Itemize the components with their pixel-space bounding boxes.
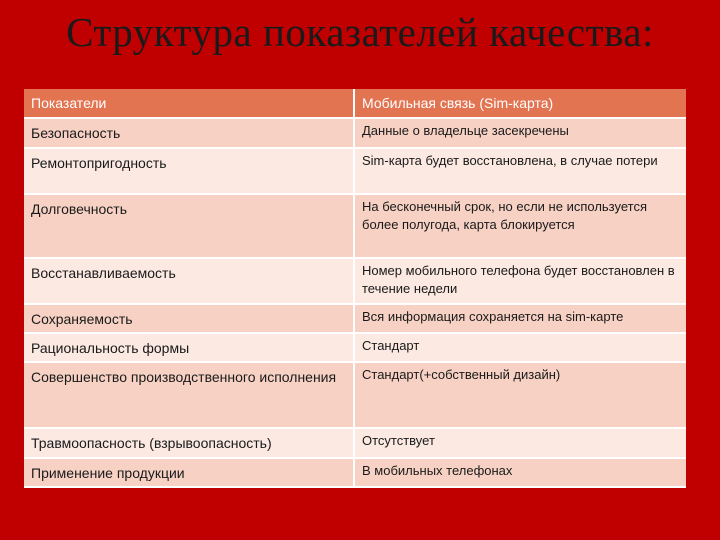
value-cell: На бесконечный срок, но если не используется более полугода, карта блокируется (354, 194, 686, 258)
table-row (24, 304, 686, 333)
value-cell: Отсутствует (354, 428, 686, 458)
indicator-cell: Долговечность (24, 194, 354, 258)
table-row (24, 118, 686, 148)
table-header-row (24, 89, 686, 118)
header-indicators: Показатели (24, 89, 354, 118)
indicator-cell: Рациональность формы (24, 333, 354, 362)
header-mobile-sim: Мобильная связь (Sim-карта) (354, 89, 686, 118)
value-cell: Данные о владельце засекречены (354, 118, 686, 148)
indicator-cell: Восстанавливаемость (24, 258, 354, 304)
indicator-cell: Совершенство производственного исполнения (24, 362, 354, 428)
indicator-cell: Ремонтопригодность (24, 148, 354, 194)
value-cell: Стандарт(+собственный дизайн) (354, 362, 686, 428)
value-cell: В мобильных телефонах (354, 458, 686, 487)
indicator-cell: Безопасность (24, 118, 354, 148)
table-row (24, 148, 686, 194)
value-cell: Стандарт (354, 333, 686, 362)
table-row (24, 258, 686, 304)
indicator-cell: Травмоопасность (взрывоопасность) (24, 428, 354, 458)
slide-title: Структура показателей качества: (66, 9, 654, 55)
value-cell: Вся информация сохраняется на sim-карте (354, 304, 686, 333)
table-row (24, 333, 686, 362)
table-row (24, 458, 686, 487)
table-row (24, 362, 686, 428)
indicator-cell: Применение продукции (24, 458, 354, 487)
quality-indicators-table (24, 89, 686, 488)
value-cell: Sim-карта будет восстановлена, в случае потери (354, 148, 686, 194)
table-row (24, 428, 686, 458)
indicator-cell: Сохраняемость (24, 304, 354, 333)
table-row (24, 194, 686, 258)
value-cell: Номер мобильного телефона будет восстановлен в течение недели (354, 258, 686, 304)
